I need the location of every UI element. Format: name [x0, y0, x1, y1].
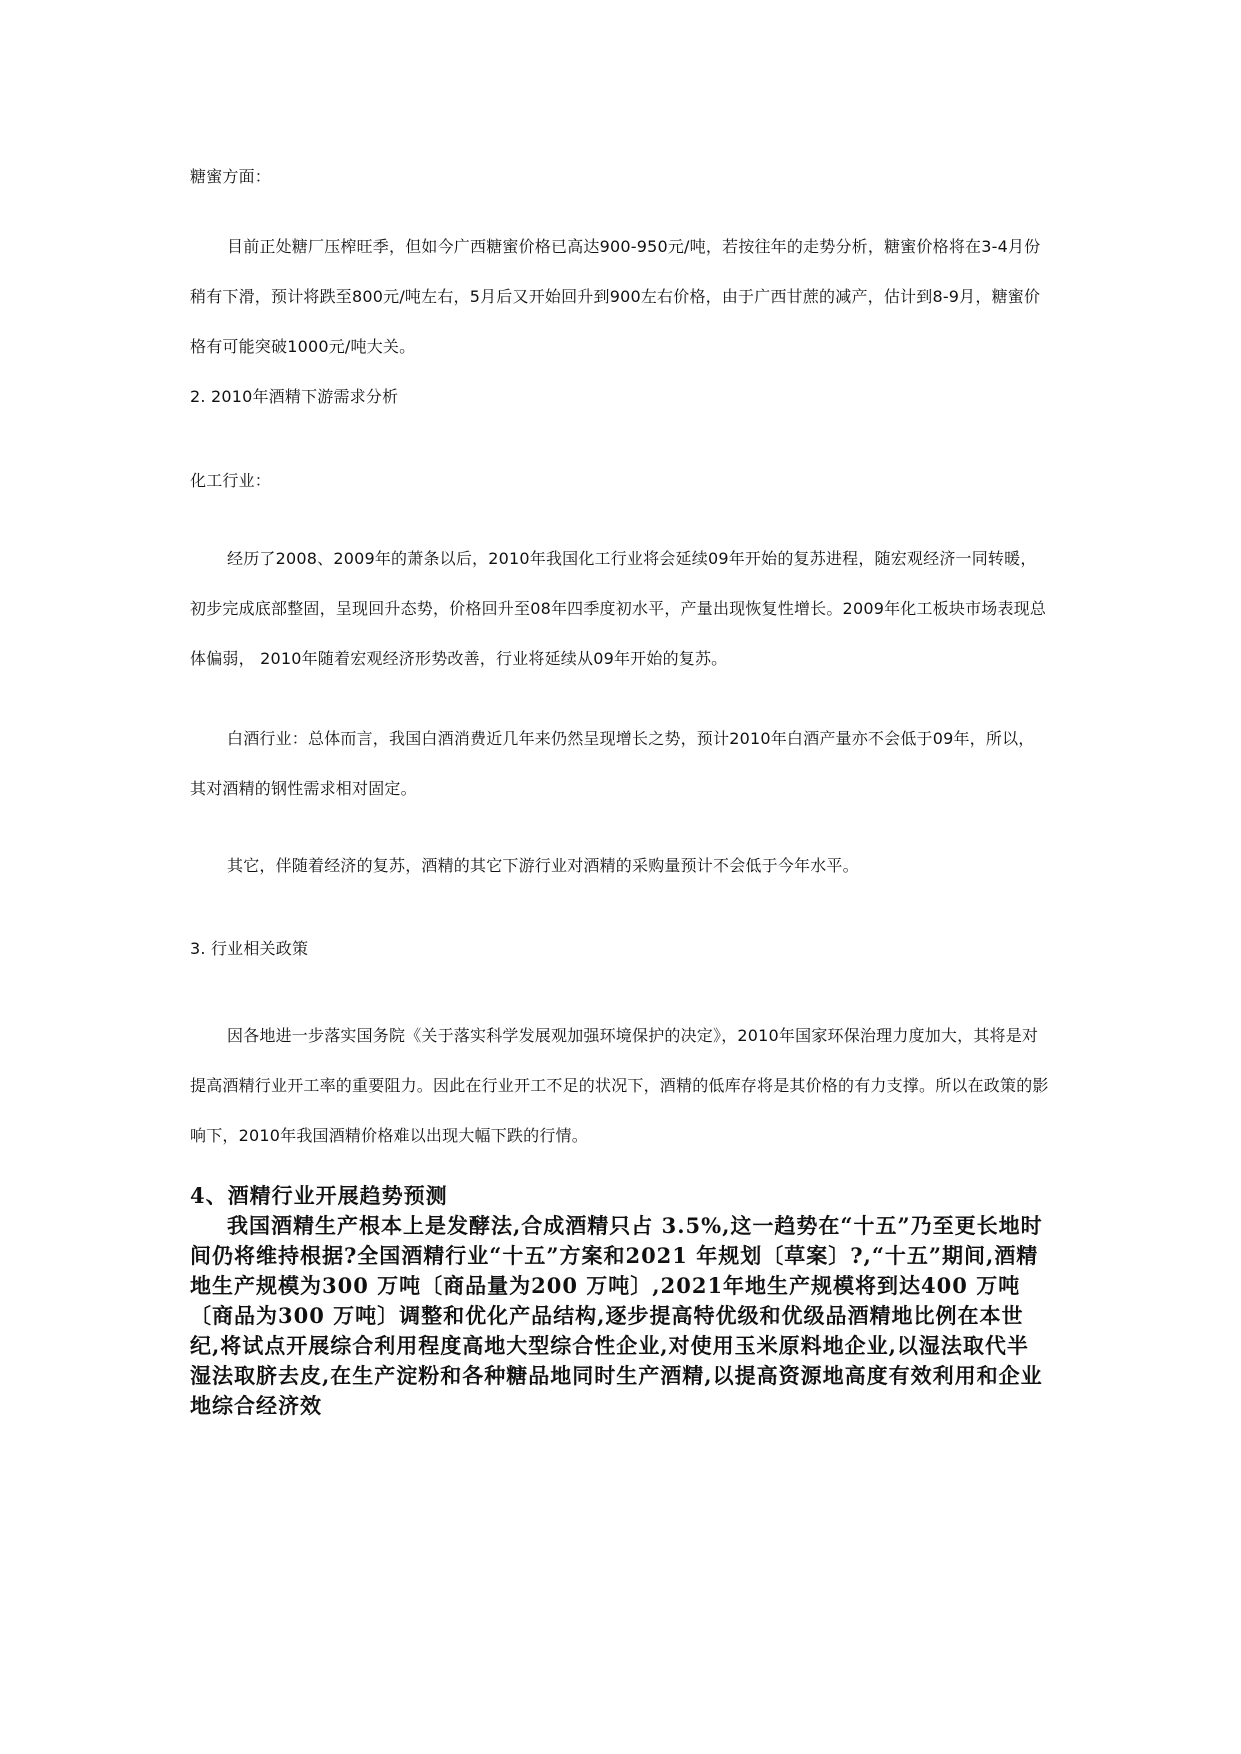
qita-paragraph: 其它，伴随着经济的复苏，酒精的其它下游行业对酒精的采购量预计不会低于今年水平。: [227, 856, 859, 875]
section-3-title: 3. 行业相关政策: [190, 939, 309, 958]
huagong-heading: 化工行业：: [190, 471, 272, 490]
tangmi-heading: 糖蜜方面：: [190, 167, 272, 186]
section-2-title: 2. 2010年酒精下游需求分析: [190, 387, 399, 406]
section-4-paragraph: 我国酒精生产根本上是发酵法,合成酒精只占 3.5%,这一趋势在“十五”乃至更长地时间仍将维持根据?全国酒精行业“十五”方案和2021 年规划〔草案〕?,“十五”期间,酒精地生产规模为300 万吨〔商品量为200 万吨〕,2021年地生产规模将到达400 万吨〔商品为300 万吨〕调整和优化产品结构,逐步提高特优级和优级品酒精地比例在本世纪,将试点开展综合利用程度高地大型综合性企业,对使用玉米原料地企业,以湿法取代半湿法取脐去皮,在生产淀粉和各种糖品地同时生产酒精,以提高资源地高度有效利用和企业地综合经济效: [190, 1213, 1043, 1418]
baijiu-paragraph: 白酒行业：总体而言，我国白酒消费近几年来仍然呈现增长之势，预计2010年白酒产量亦不会低于09年，所以，其对酒精的钢性需求相对固定。: [190, 729, 1035, 798]
policy-paragraph: 因各地进一步落实国务院《关于落实科学发展观加强环境保护的决定》，2010年国家环保治理力度加大，其将是对提高酒精行业开工率的重要阻力。因此在行业开工不足的状况下，酒精的低库存将是其价格的有力支撑。所以在政策的影响下，2010年我国酒精价格难以出现大幅下跌的行情。: [190, 1026, 1049, 1145]
tangmi-paragraph: 目前正处糖厂压榨旺季，但如今广西糖蜜价格已高达900-950元/吨，若按往年的走势分析，糖蜜价格将在3-4月份稍有下滑，预计将跌至800元/吨左右，5月后又开始回升到900左右价格，由于广西甘蔗的减产，估计到8-9月，糖蜜价格有可能突破1000元/吨大关。: [190, 237, 1041, 356]
huagong-paragraph: 经历了2008、2009年的萧条以后，2010年我国化工行业将会延续09年开始的复苏进程，随宏观经济一同转暖，初步完成底部整固，呈现回升态势，价格回升至08年四季度初水平，产量出现恢复性增长。2009年化工板块市场表现总体偏弱， 2010年随着宏观经济形势改善，行业将延续从09年开始的复苏。: [190, 549, 1047, 668]
section-4-title: 4、酒精行业开展趋势预测: [190, 1183, 448, 1208]
